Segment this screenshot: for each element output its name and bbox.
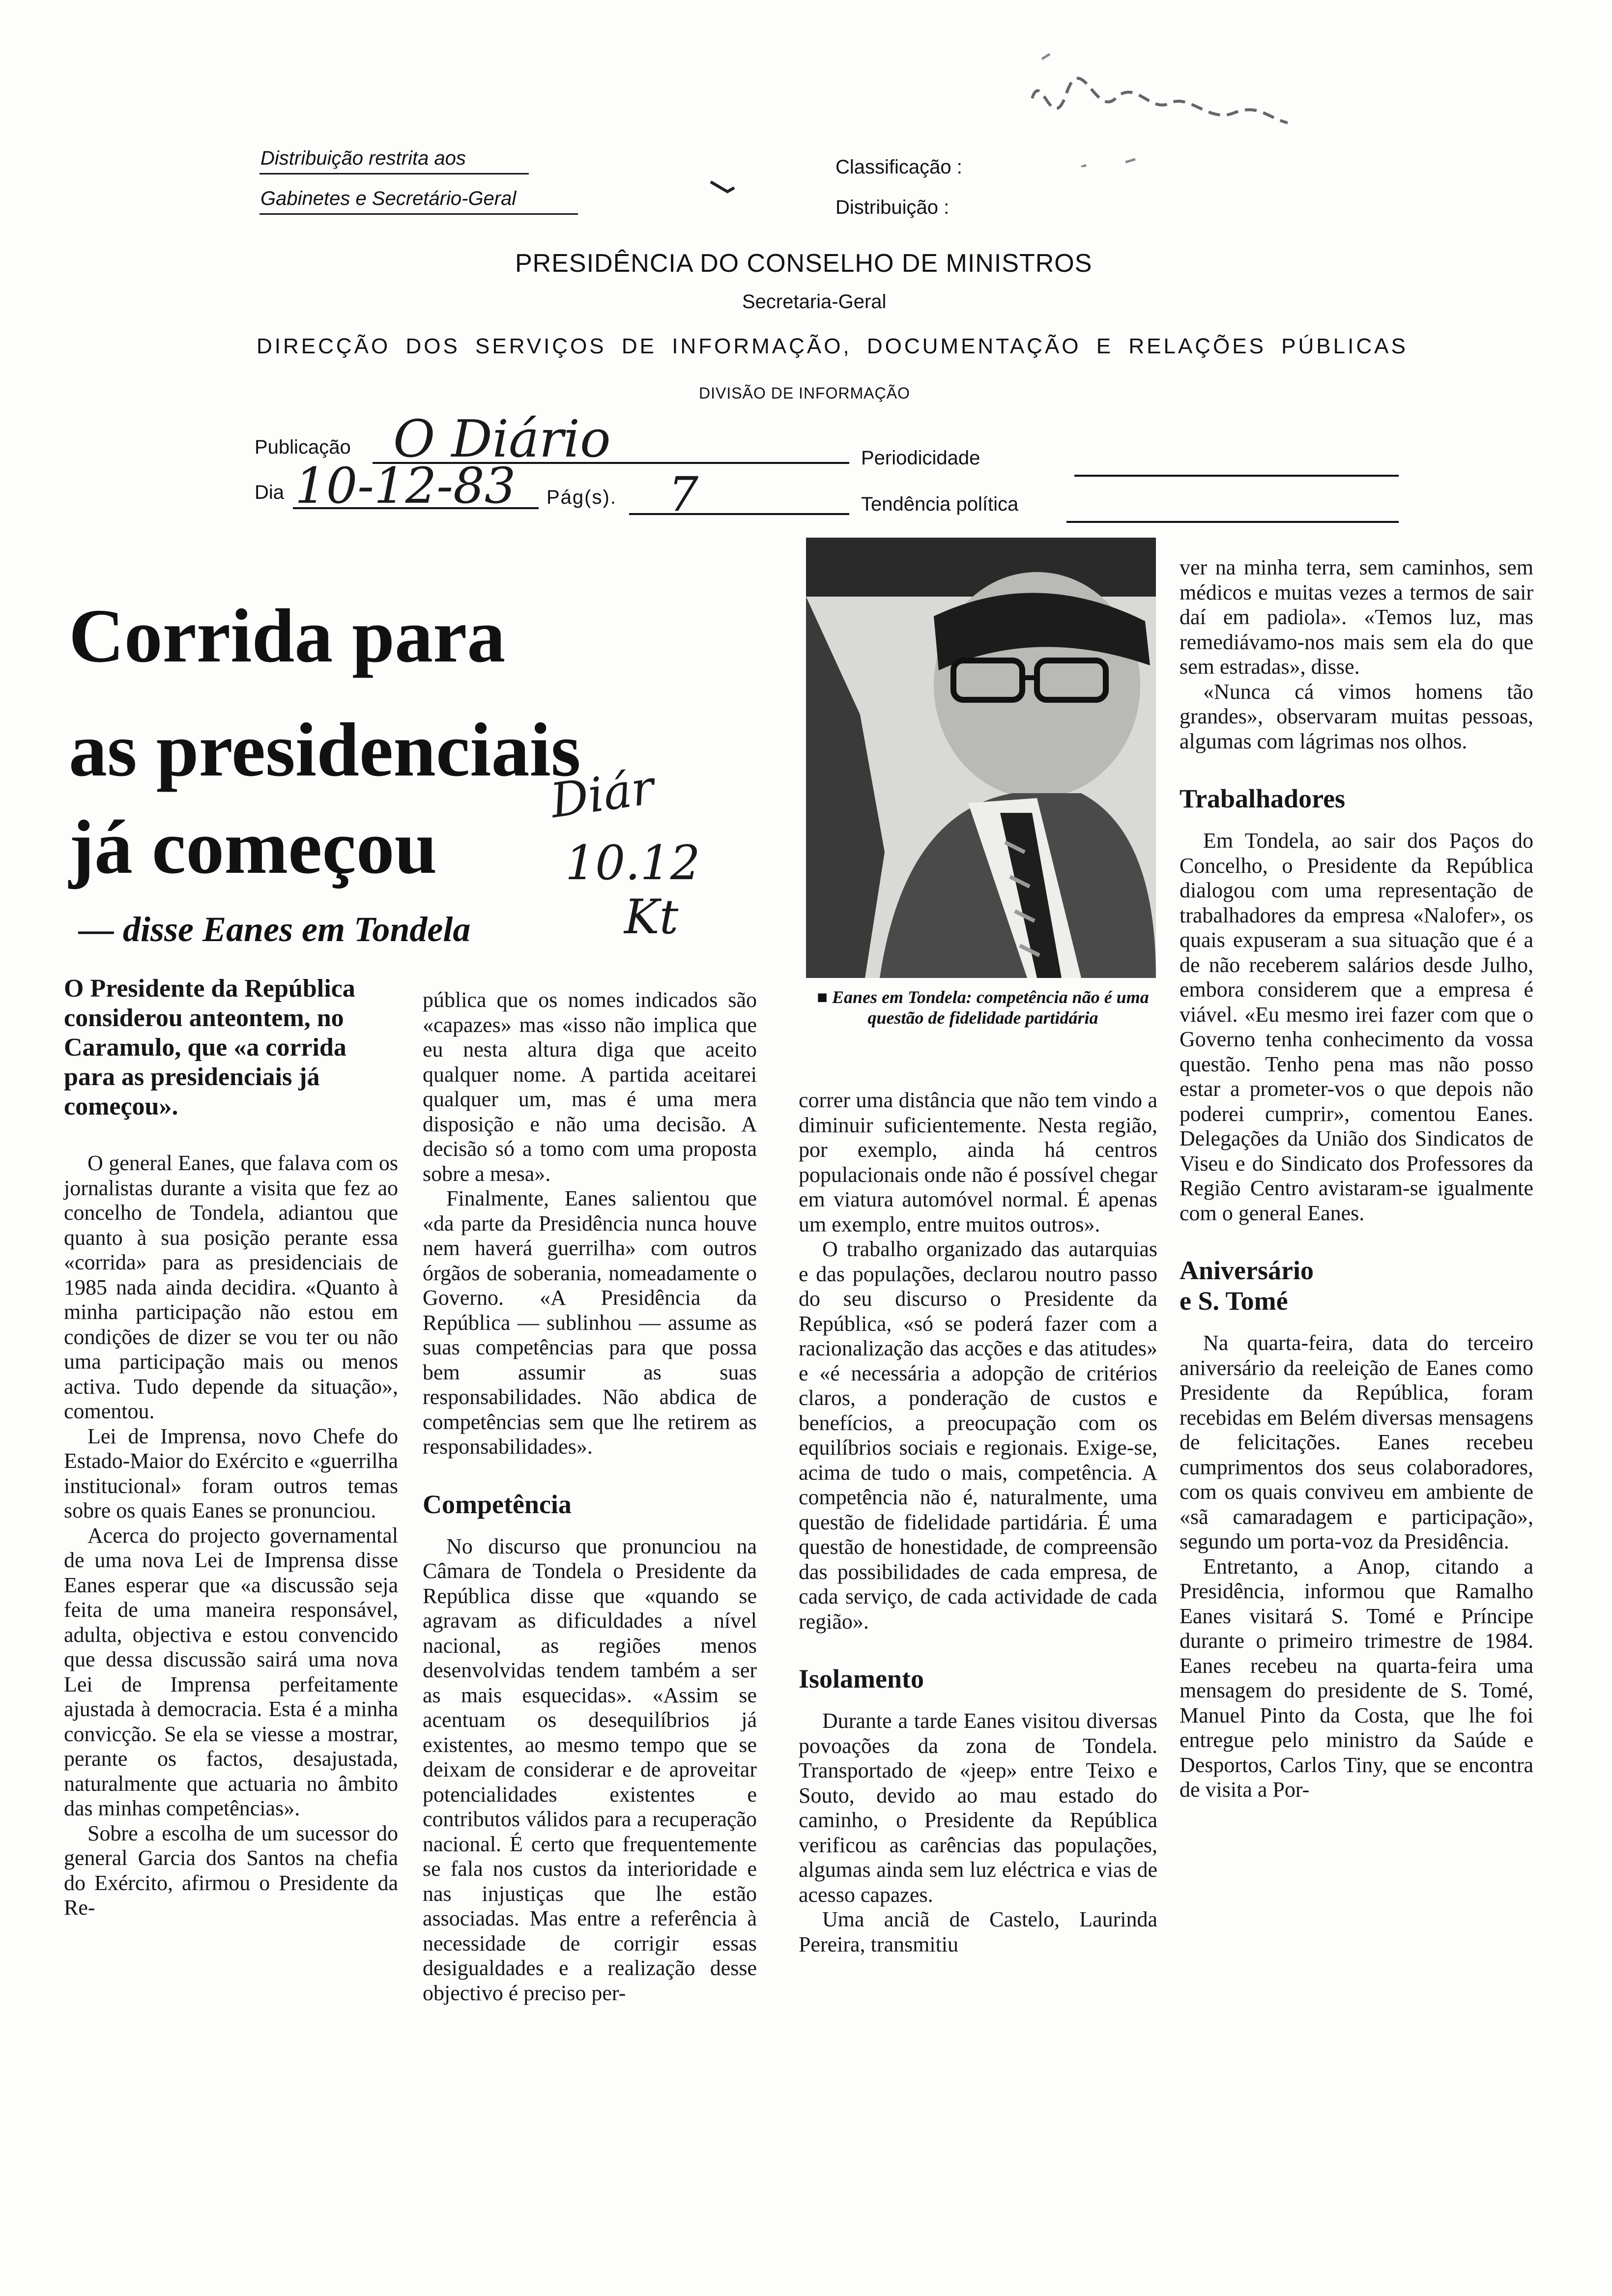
day-label: Dia: [255, 482, 285, 503]
classification-label: Classificação :: [835, 156, 962, 178]
publication-value: O Diário: [393, 409, 611, 469]
column-4: [1180, 555, 1533, 1803]
handwritten-note-3: Kt: [624, 890, 679, 945]
col4-paragraph: «Nunca cá vimos homens tão grandes», observaram muitas pessoas, algumas com lágrimas nos olhos.: [1180, 679, 1533, 753]
header-tick-mark: [708, 178, 737, 198]
subhead-aniversario-line-2: e S. Tomé: [1180, 1286, 1288, 1316]
headline-line-2: as presidenciais: [69, 707, 581, 792]
day-value: 10-12-83: [295, 457, 516, 515]
headline-line-1: Corrida para: [69, 593, 506, 678]
article-lead: O Presidente da República considerou anteontem, no Caramulo, que «a corrida para as presidenciais já começou».: [64, 975, 355, 1120]
headline-line-3: já começou: [69, 804, 437, 890]
col2-paragraph: No discurso que pronunciou na Câmara de Tondela o Presidente da República disse que «quando se agravam as dificuldades a nível nacional, as regiões menos desenvolvidas tendem também a ser as mais esquecidas». «Assim se acentuam os desequilíbrios já existentes, ao mesmo tempo que se deixam de considerar e de aproveitar potencialidades existentes e contributos válidos para a recuperação nacional. É certo que frequentemente se fala nos custos da interioridade e nas injustiças que lhe estão associadas. Mas entre a referência à necessidade de corrigir essas desigualdades e a realização desse objectivo é preciso per-: [423, 1534, 757, 2005]
subhead-trabalhadores: Trabalhadores: [1180, 784, 1346, 813]
directorate: DIRECÇÃO DOS SERVIÇOS DE INFORMAÇÃO, DOCUMENTAÇÃO E RELAÇÕES PÚBLICAS: [257, 334, 1408, 358]
page-value: 7: [668, 467, 699, 522]
page-label: Pág(s).: [547, 487, 617, 508]
tendency-label: Tendência política: [861, 493, 1019, 515]
column-1: [64, 974, 398, 1921]
division: DIVISÃO DE INFORMAÇÃO: [699, 384, 910, 402]
col1-paragraph: Lei de Imprensa, novo Chefe do Estado-Maior do Exército e «guerrilha institucional» foram outros temas sobre os quais Eanes se pronunciou.: [64, 1424, 398, 1522]
distribution-underline-1: [259, 173, 529, 174]
subhead-isolamento: Isolamento: [799, 1664, 924, 1693]
scribble-mark: [1022, 39, 1297, 167]
col1-paragraph: Acerca do projecto governamental de uma nova Lei de Imprensa disse Eanes esperar que «a discussão seja feita de uma maneira responsável, adulta, objectiva e estou convencido que dessa discussão sairá uma nova Lei de Imprensa perfeitamente ajustada à democracia. Esta é a minha convicção. Se ela se viesse a mostrar, perante os factos, desajustada, naturalmente que actuaria no âmbito das minhas competências».: [64, 1523, 398, 1820]
col1-paragraph: O general Eanes, que falava com os jornalistas durante a visita que fez ao concelho de Tondela, adiantou que quanto à sua posição perante essa «corrida» para as presidenciais de 1985 nada ainda decidira. «Quanto à minha participação não estou em condições de dizer se vou ter ou não uma participação mais ou menos activa. Tudo depende da situação», comentou.: [64, 1151, 398, 1423]
col2-paragraph: Finalmente, Eanes salientou que «da parte da Presidência nunca houve nem haverá guerrilha» com outros órgãos de soberania, nomeadamente o Governo. «A Presidência da República — sublinhou — assume as suas competências para que possa bem assumir as suas responsabilidades. Não abdica de competências sem que lhe retirem as responsabilidades».: [423, 1186, 757, 1459]
subhead-competencia: Competência: [423, 1489, 572, 1519]
publication-label: Publicação: [255, 436, 351, 458]
distribution-underline-2: [259, 213, 578, 215]
col3-paragraph: O trabalho organizado das autarquias e das populações, declarou noutro passo do seu discurso o Presidente da República, «só se poderá fazer com a racionalização das acções e das atitudes» e «é necessária a adopção de critérios claros, a ponderação de custos e benefícios, a preocupação com os equilíbrios sociais e regionais. Exige-se, acima de tudo o mais, competência. A competência não é, naturalmente, uma questão de fidelidade partidária. É uma questão de honestidade, de compreensão das possibilidades de cada empresa, de cada serviço, de cada actividade de cada região».: [799, 1237, 1157, 1634]
column-2: [423, 988, 757, 2006]
col2-paragraph: pública que os nomes indicados são «capazes» mas «isso não implica que eu nesta altura diga que aceito qualquer nome. A partida aceitarei qualquer um, mas é uma mera disposição e não uma decisão. A decisão só a tomo com uma proposta sobre a mesa».: [423, 988, 757, 1186]
col4-paragraph: Entretanto, a Anop, citando a Presidência, informou que Ramalho Eanes visitará S. Tomé e Príncipe durante o primeiro trimestre de 1984. Eanes recebeu na quarta-feira uma mensagem do presidente de S. Tomé, Manuel Pinto da Costa, que lhe foi entregue pelo ministro da Saúde e Desportos, Carlos Tiny, que se encontra de visita a Por-: [1180, 1554, 1533, 1802]
page-line: [629, 513, 849, 515]
handwritten-note-2: 10.12: [565, 835, 700, 890]
column-3: [799, 1088, 1157, 1957]
col3-paragraph: correr uma distância que não tem vindo a diminuir suficientemente. Nesta região, por exemplo, ainda há centros populacionais onde não é possível chegar em viatura automóvel normal. É apenas um exemplo, entre muitos outros».: [799, 1088, 1157, 1236]
col1-paragraph: Sobre a escolha de um sucessor do general Garcia dos Santos na chefia do Exército, afirmou o Presidente da Re-: [64, 1821, 398, 1920]
caption-bullet-icon: ■: [817, 987, 833, 1007]
photo-caption: [806, 987, 1160, 1028]
org-subtitle: Secretaria-Geral: [742, 291, 887, 313]
col4-paragraph: Em Tondela, ao sair dos Paços do Concelho, o Presidente da República dialogou com uma representação de trabalhadores da empresa «Nalofer», os quais expuseram a sua situação que é a de não receberem salários desde Julho, embora considerem que a empresa é viável. «Eu mesmo irei fazer com que o Governo tenha conhecimento da vossa questão. Tenho pena mas não posso estar a prometer-vos o que depois não poderei cumprir», comentou Eanes. Delegações da União dos Sindicatos de Viseu e do Sindicato dos Professores da Região Centro avistaram-se igualmente com o general Eanes.: [1180, 829, 1533, 1225]
subhead-aniversario-line-1: Aniversário: [1180, 1256, 1314, 1285]
col4-paragraph: ver na minha terra, sem caminhos, sem médicos e muitas vezes a termos de sair daí em padiola». «Temos luz, mas remediávamo-nos mais sem ela do que sem estradas», disse.: [1180, 555, 1533, 679]
org-title: PRESIDÊNCIA DO CONSELHO DE MINISTROS: [515, 249, 1093, 278]
periodicity-line: [1074, 475, 1399, 477]
distribution-note-line-1: Distribuição restrita aos: [260, 147, 466, 169]
distribution-label: Distribuição :: [835, 197, 950, 218]
col3-paragraph: Durante a tarde Eanes visitou diversas povoações da zona de Tondela. Transportado de «jeep» entre Teixo e Souto, devido ao mau estado do caminho, o Presidente da República verificou as carências das populações, algumas ainda sem luz eléctrica e vias de acesso capazes.: [799, 1709, 1157, 1907]
col3-paragraph: Uma anciã de Castelo, Laurinda Pereira, transmitiu: [799, 1907, 1157, 1956]
periodicity-label: Periodicidade: [861, 447, 980, 469]
distribution-note-line-2: Gabinetes e Secretário-Geral: [260, 188, 517, 209]
tendency-line: [1066, 521, 1399, 523]
caption-text: Eanes em Tondela: competência não é uma questão de fidelidade partidária: [832, 987, 1149, 1028]
handwritten-note-1: Diár: [547, 759, 658, 829]
col4-paragraph: Na quarta-feira, data do terceiro aniversário da reeleição de Eanes como Presidente da República, foram recebidas em Belém diversas mensagens de felicitações. Eanes recebeu cumprimentos dos seus colaboradores, com os quais conviveu em ambiente de «sã camaradagem e participação», segundo um porta-voz da Presidência.: [1180, 1331, 1533, 1553]
photo-eanes: [806, 538, 1156, 978]
subheadline: — disse Eanes em Tondela: [79, 910, 471, 949]
